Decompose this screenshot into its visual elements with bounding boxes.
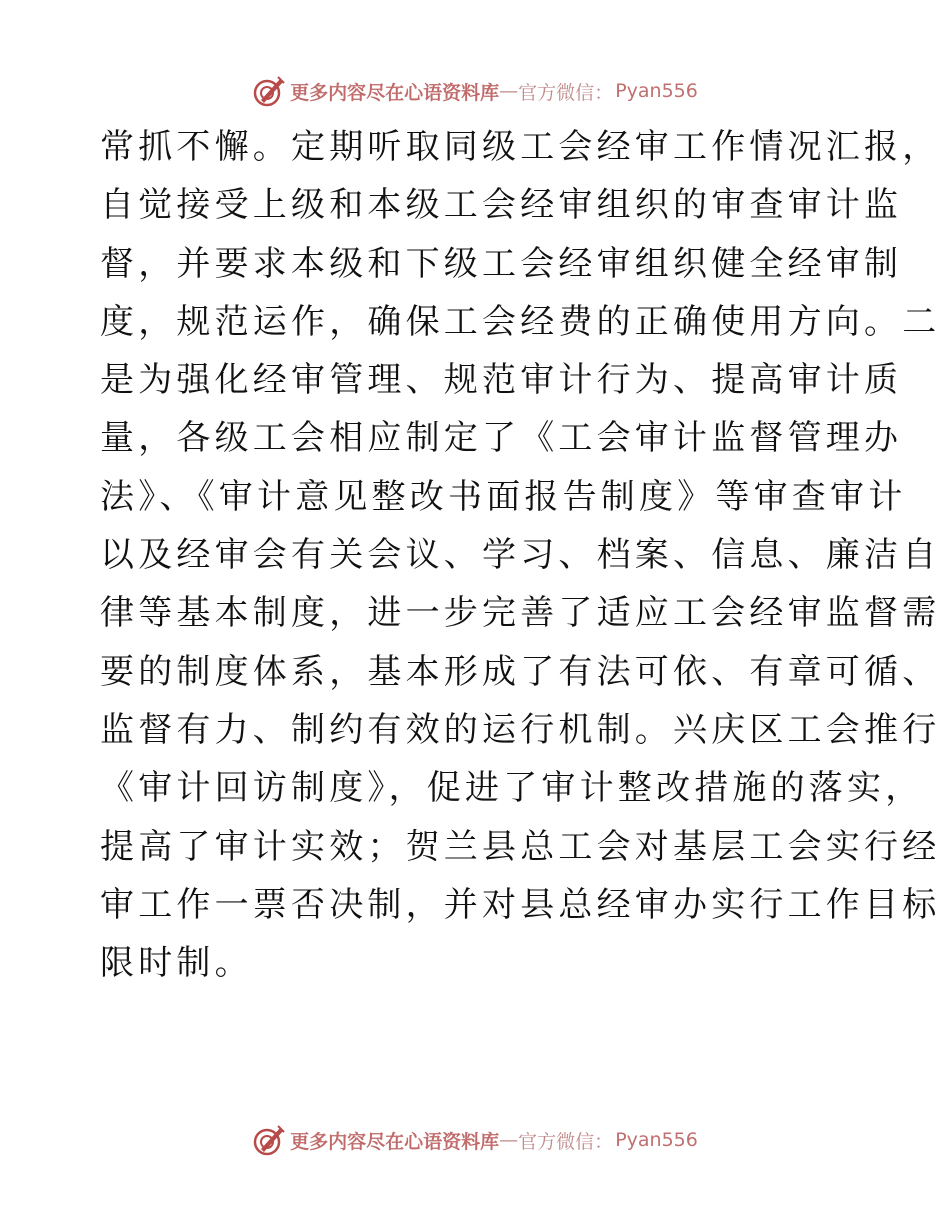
watermark-wechat-label: 官方微信： (518, 1130, 614, 1153)
document-body (100, 118, 941, 992)
body-line: 督，并要求本级和下级工会经审组织健全经审制 (100, 243, 903, 284)
body-line: 度，规范运作，确保工会经费的正确使用方向。二 (100, 301, 941, 342)
watermark-brand: 更多内容尽在心语资料库 (290, 81, 500, 104)
body-line: 是为强化经审管理、规范审计行为、提高审计质 (100, 360, 903, 401)
header-watermark (0, 71, 950, 111)
body-line: 限时制。 (100, 943, 253, 984)
quill-logo-icon (252, 1123, 286, 1157)
body-line: 以及经审会有关会议、学习、档案、信息、廉洁自 (100, 535, 941, 576)
body-line: 律等基本制度，进一步完善了适应工会经审监督需 (100, 593, 941, 634)
body-line: 常抓不懈。定期听取同级工会经审工作情况汇报， (100, 127, 941, 167)
watermark-wechat-label: 官方微信： (518, 81, 614, 104)
watermark-wechat-id: Pyan556 (615, 1129, 698, 1151)
body-line: 监督有力、制约有效的运行机制。兴庆区工会推行 (100, 709, 941, 750)
body-line: 自觉接受上级和本级工会经审组织的审查审计监 (100, 185, 903, 226)
body-line: 要的制度体系，基本形成了有法可依、有章可循、 (100, 651, 941, 692)
watermark-dash: — (499, 1129, 519, 1151)
body-line: 《审计回访制度》，促进了审计整改措施的落实， (100, 768, 924, 809)
watermark-brand: 更多内容尽在心语资料库 (290, 1130, 500, 1153)
body-line: 量，各级工会相应制定了《工会审计监督管理办 (100, 418, 903, 459)
body-line: 法》、《审计意见整改书面报告制度》等审查审计 (100, 476, 907, 517)
body-line: 审工作一票否决制，并对县总经审办实行工作目标 (100, 884, 941, 925)
watermark-wechat-id: Pyan556 (615, 80, 698, 102)
quill-logo-icon (252, 74, 286, 108)
body-line: 提高了审计实效；贺兰县总工会对基层工会实行经 (100, 826, 941, 867)
watermark-dash: — (499, 80, 519, 102)
footer-watermark (0, 1120, 950, 1160)
